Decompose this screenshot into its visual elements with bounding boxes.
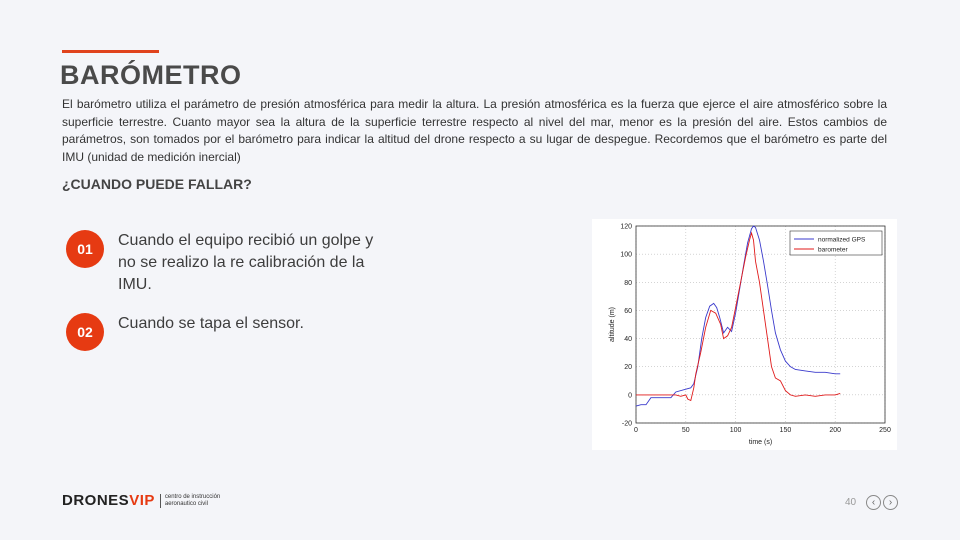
x-tick-label: 150 bbox=[779, 427, 792, 434]
dronesvip-logo bbox=[62, 492, 220, 509]
x-tick-label: 250 bbox=[879, 427, 891, 434]
y-tick-label: 100 bbox=[620, 251, 632, 259]
altitude-chart bbox=[592, 219, 897, 450]
x-axis-label: time (s) bbox=[748, 439, 773, 446]
x-tick-label: 200 bbox=[829, 427, 842, 434]
y-tick-label: 80 bbox=[624, 279, 632, 287]
x-tick-label: 100 bbox=[729, 427, 742, 434]
chevron-left-icon[interactable]: ‹ bbox=[866, 495, 881, 510]
x-tick-label: 50 bbox=[681, 427, 690, 434]
logo-text: DRONESVIP bbox=[62, 492, 155, 509]
y-tick-label: 60 bbox=[624, 307, 632, 315]
series-line-barometer bbox=[636, 233, 840, 401]
chart-svg bbox=[592, 219, 897, 450]
title-accent-line bbox=[62, 50, 159, 53]
logo-subtitle: centro de instrucción aeronautico civil bbox=[160, 494, 220, 508]
y-tick-label: -20 bbox=[621, 420, 632, 428]
page-title: BARÓMETRO bbox=[60, 60, 242, 90]
page-number: 40 bbox=[845, 497, 857, 508]
legend-label: barometer bbox=[818, 246, 848, 254]
plot-frame bbox=[636, 226, 885, 423]
y-tick-label: 120 bbox=[620, 223, 632, 231]
list-item bbox=[66, 313, 388, 351]
item-number-badge: 02 bbox=[66, 313, 104, 351]
chevron-right-icon[interactable]: › bbox=[883, 495, 898, 510]
item-text: Cuando se tapa el sensor. bbox=[118, 315, 304, 332]
y-axis-label: altitude (m) bbox=[609, 306, 616, 343]
list-item bbox=[66, 230, 388, 296]
y-tick-label: 40 bbox=[624, 336, 632, 344]
y-tick-label: 0 bbox=[628, 392, 632, 400]
item-number-badge: 01 bbox=[66, 230, 104, 268]
item-text: Cuando el equipo recibió un golpe y no se realizo la re calibración de la IMU. bbox=[118, 232, 374, 293]
y-tick-label: 20 bbox=[624, 364, 632, 372]
legend-label: normalized GPS bbox=[818, 236, 866, 244]
x-tick-label: 0 bbox=[634, 427, 638, 434]
section-subtitle: ¿CUANDO PUEDE FALLAR? bbox=[62, 176, 252, 192]
description-paragraph: El barómetro utiliza el parámetro de presión atmosférica para medir la altura. La presión atmosférica es la fuerza que ejerce el aire atmosférico sobre la superficie terrestre. Cuanto mayor sea la altura de la superficie terrestre respecto al nivel del mar, menor es la presión del aire. Estos cambios de parámetros, son tomados por el barómetro para indicar la altitud del drone respecto a su lugar de despegue. Recordemos que el barómetro es parte del IMU (unidad de medición inercial) bbox=[62, 97, 887, 164]
